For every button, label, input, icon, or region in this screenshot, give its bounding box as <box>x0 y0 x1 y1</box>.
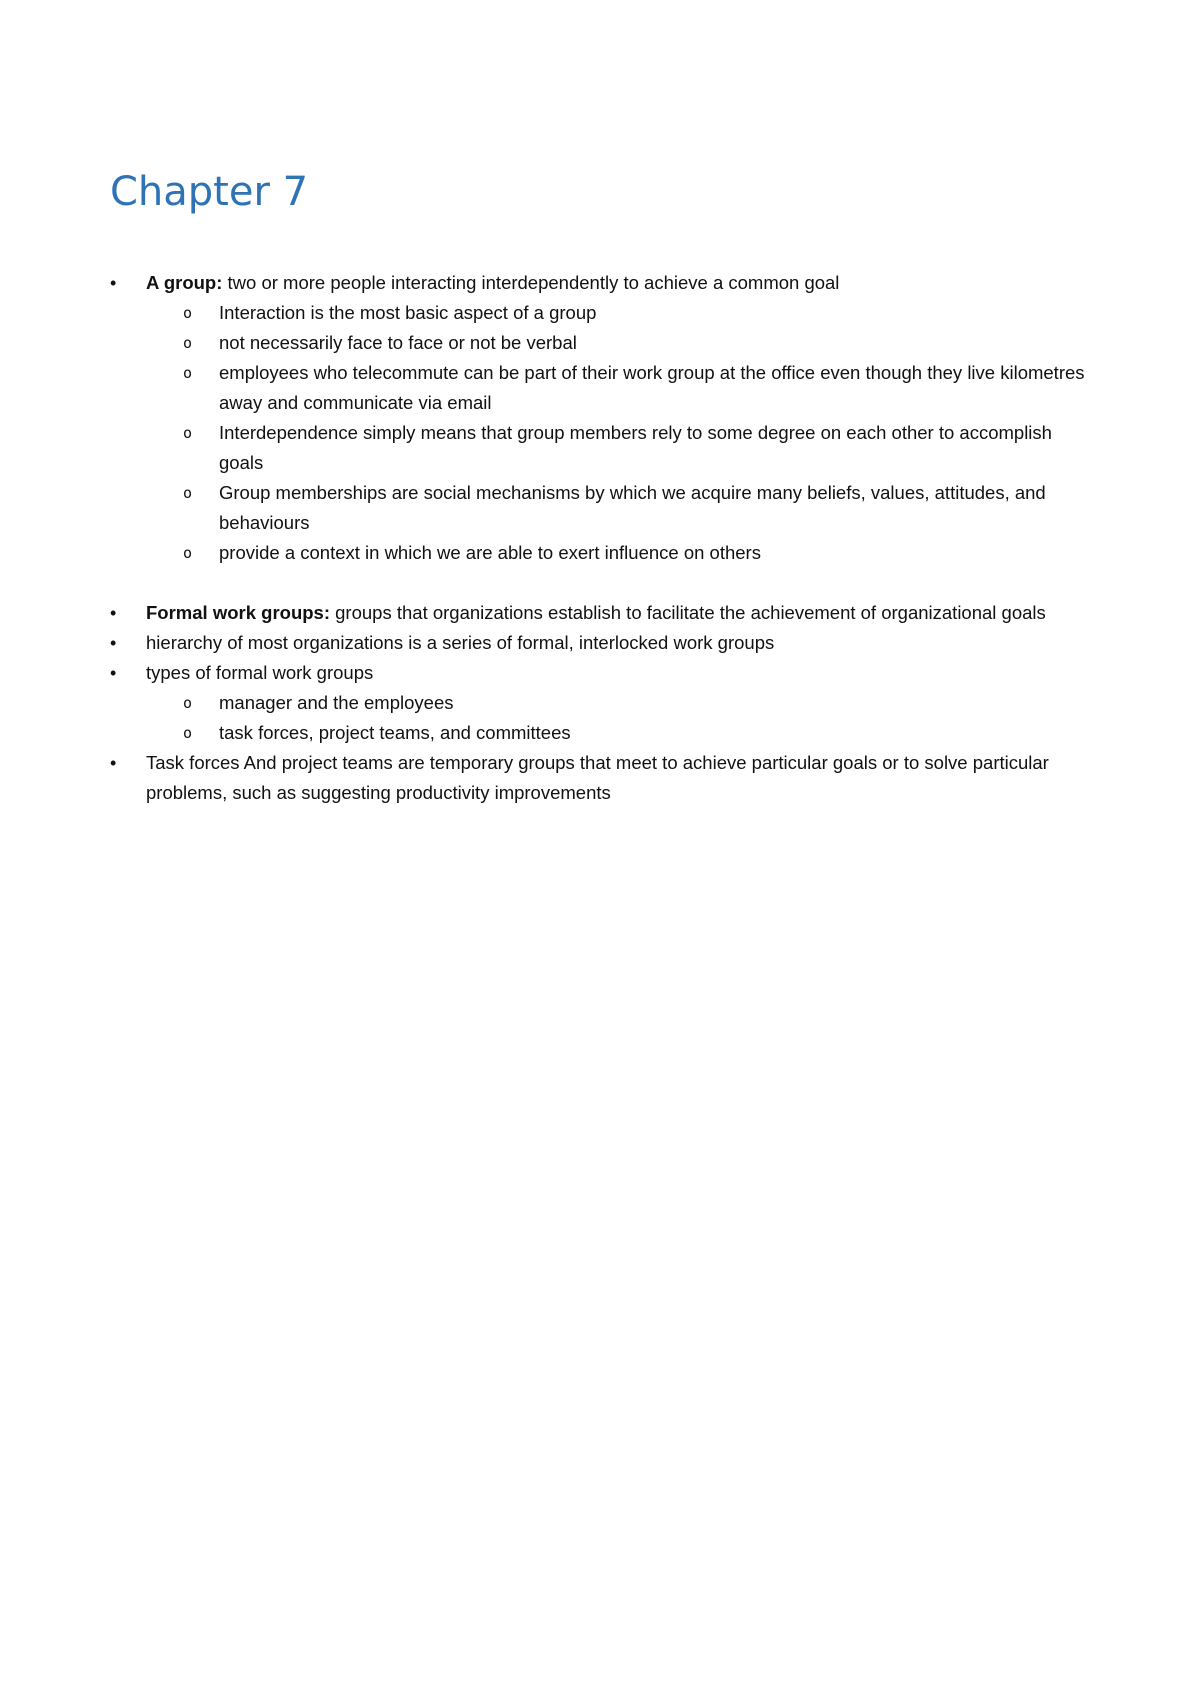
bullet-item <box>0 598 1200 628</box>
bullet-item <box>0 268 1200 298</box>
sub-bullet-text: task forces, project teams, and committees <box>219 722 571 743</box>
sub-bullet-text: provide a context in which we are able to exert influence on others <box>219 542 761 563</box>
sub-bullet-marker: o <box>183 544 193 562</box>
bullet-item <box>0 748 1200 808</box>
sub-bullet-text: employees who telecommute can be part of their work group at the office even though they live kilometres away and communicate via email <box>219 362 1085 413</box>
sub-bullet-marker: o <box>183 484 193 502</box>
sub-bullet-item <box>0 688 1200 718</box>
sub-bullet-marker: o <box>183 304 193 322</box>
sub-bullet-item <box>0 328 1200 358</box>
sub-bullet-text: Interaction is the most basic aspect of a group <box>219 302 597 323</box>
bullet-marker: • <box>110 663 117 683</box>
bullet-item <box>0 658 1200 688</box>
sub-bullet-item <box>0 478 1200 538</box>
sub-bullet-marker: o <box>183 364 193 382</box>
definition-text: groups that organizations establish to facilitate the achievement of organizational goals <box>330 602 1046 623</box>
sub-bullet-text: Interdependence simply means that group members rely to some degree on each other to accomplish goals <box>219 422 1052 473</box>
sub-bullet-item <box>0 358 1200 418</box>
sub-bullet-marker: o <box>183 724 193 742</box>
bullet-text: types of formal work groups <box>146 662 374 683</box>
formal-work-groups-section <box>0 598 1200 808</box>
definition-text: two or more people interacting interdependently to achieve a common goal <box>222 272 840 293</box>
bullet-text: Task forces And project teams are temporary groups that meet to achieve particular goals or to solve particular problems, such as suggesting productivity improvements <box>146 752 1049 803</box>
sub-bullet-item <box>0 538 1200 568</box>
sub-bullet-marker: o <box>183 334 193 352</box>
term-label: A group: <box>146 272 223 293</box>
sub-bullet-text: Group memberships are social mechanisms by which we acquire many beliefs, values, attitudes, and behaviours <box>219 482 1046 533</box>
term-label: Formal work groups: <box>146 602 330 623</box>
bullet-marker: • <box>110 273 117 293</box>
sub-bullet-item <box>0 718 1200 748</box>
sub-bullet-marker: o <box>183 694 193 712</box>
sub-bullet-item <box>0 298 1200 328</box>
group-definition-section <box>0 268 1200 568</box>
bullet-item <box>0 628 1200 658</box>
sub-bullet-text: manager and the employees <box>219 692 454 713</box>
sub-bullet-text: not necessarily face to face or not be verbal <box>219 332 577 353</box>
bullet-marker: • <box>110 753 117 773</box>
document-body <box>0 268 1200 808</box>
chapter-heading: Chapter 7 <box>110 169 309 215</box>
bullet-marker: • <box>110 633 117 653</box>
bullet-text: hierarchy of most organizations is a series of formal, interlocked work groups <box>146 632 775 653</box>
sub-bullet-marker: o <box>183 424 193 442</box>
bullet-marker: • <box>110 603 117 623</box>
sub-bullet-item <box>0 418 1200 478</box>
